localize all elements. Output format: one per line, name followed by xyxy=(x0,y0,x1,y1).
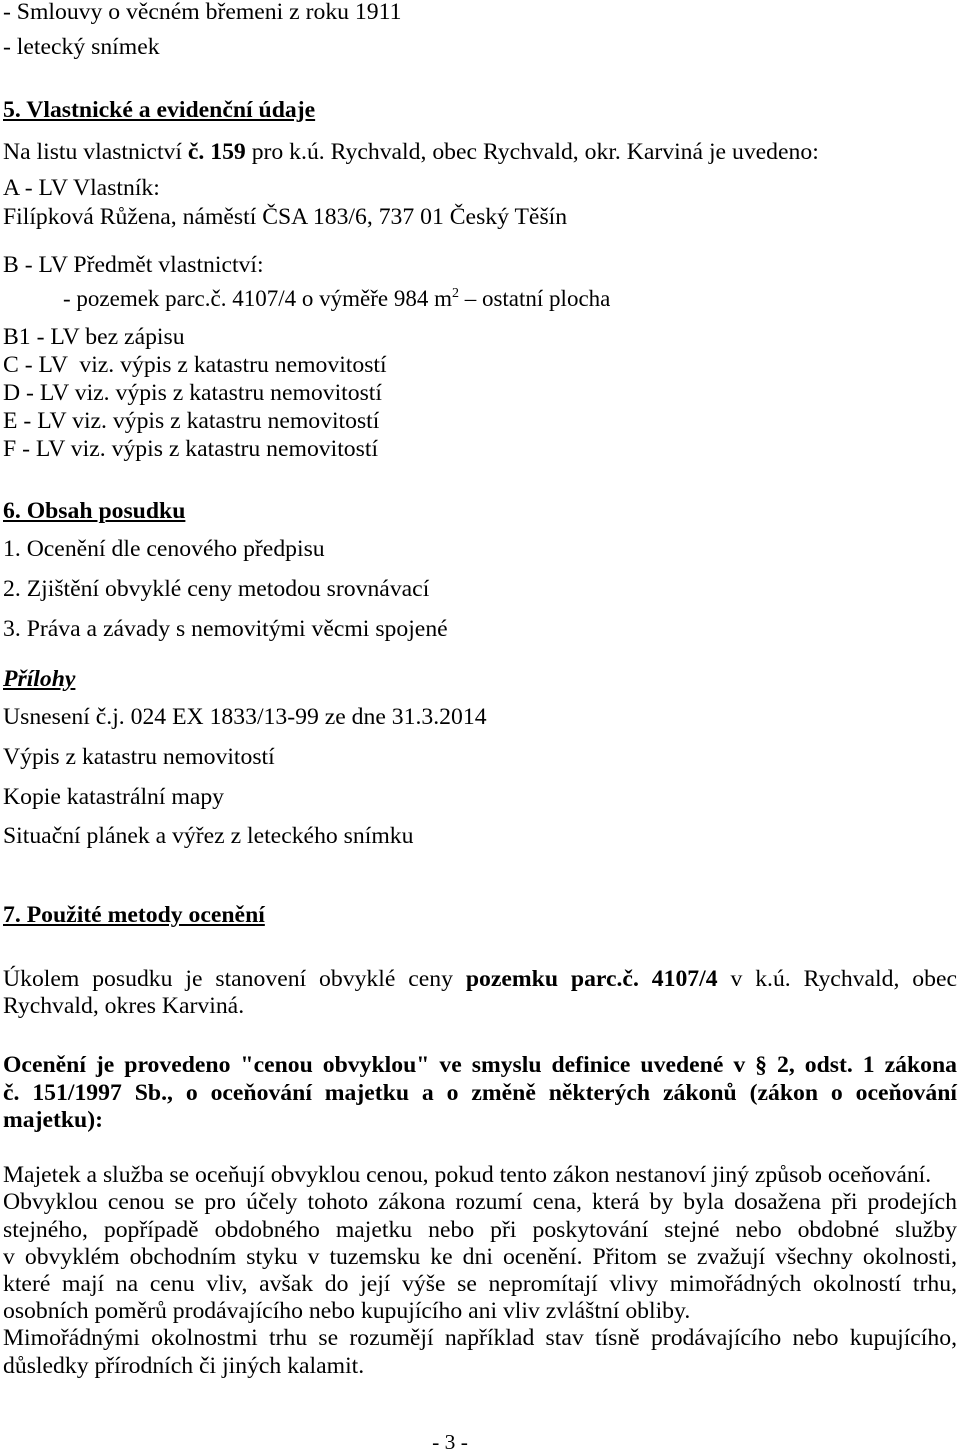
section-heading: 5. Vlastnické a evidenční údaje xyxy=(3,97,316,123)
ownership-intro-line xyxy=(3,138,957,166)
definition-line: které mají na cenu vliv, avšak do její výše se nepromítají vlivy mimořádných okolností trhu, xyxy=(3,1271,957,1297)
section-heading: 7. Použité metody ocenění xyxy=(3,902,265,928)
parcel-text: – ostatní plocha xyxy=(458,286,611,311)
ownership-intro-text: pro k.ú. Rychvald, obec Rychvald, okr. Karviná je uvedeno: xyxy=(245,139,819,165)
attachment-item: Situační plánek a výřez z leteckého snímku xyxy=(3,823,414,849)
owner-name: Filípková Růžena, náměstí ČSA 183/6, 737 01 Český Těšín xyxy=(3,204,568,230)
ownership-intro-text: Na listu vlastnictví xyxy=(3,139,188,165)
task-sentence-line xyxy=(3,965,957,993)
section-heading: 6. Obsah posudku xyxy=(3,498,186,524)
content-item: 1. Ocenění dle cenového předpisu xyxy=(3,536,325,562)
task-text: Úkolem posudku je stanovení obvyklé ceny xyxy=(3,966,466,992)
area-superscript: 2 xyxy=(451,286,459,301)
lv-part-line: D - LV viz. výpis z katastru nemovitostí xyxy=(3,380,382,406)
content-item: 2. Zjištění obvyklé ceny metodou srovnávací xyxy=(3,576,430,602)
attachments-heading: Přílohy xyxy=(3,666,76,692)
definition-line: stejného, popřípadě obdobného majetku nebo při poskytování stejné nebo obdobné služby xyxy=(3,1217,957,1243)
attachment-item: Kopie katastrální mapy xyxy=(3,784,225,810)
parcel-text: - pozemek parc.č. 4107/4 o výměře 984 m xyxy=(63,286,452,311)
definition-line: Majetek a služba se oceňují obvyklou cenou, pokud tento zákon nestanoví jiný způsob oceňování. xyxy=(3,1162,932,1188)
legal-basis-line: majetku): xyxy=(3,1107,103,1133)
part-b-label: B - LV Předmět vlastnictví: xyxy=(3,252,264,278)
lv-number: č. 159 xyxy=(187,139,246,165)
lv-part-line: C - LV viz. výpis z katastru nemovitostí xyxy=(3,352,387,378)
valuation-subject: pozemku parc.č. 4107/4 xyxy=(465,966,718,992)
definition-line: Mimořádnými okolnostmi trhu se rozumějí například stav tísně prodávajícího nebo kupujícího, xyxy=(3,1325,957,1351)
parcel-description xyxy=(63,285,953,313)
legal-basis-line: Ocenění je provedeno "cenou obvyklou" ve smyslu definice uvedené v § 2, odst. 1 zákona xyxy=(3,1052,957,1078)
definition-line: osobních poměrů prodávajícího nebo kupujícího ani vliv zvláštní obliby. xyxy=(3,1298,691,1324)
legal-basis-line: č. 151/1997 Sb., o oceňování majetku a o změně některých zákonů (zákon o oceňování xyxy=(3,1080,957,1106)
attachment-item: Usnesení č.j. 024 EX 1833/13-99 ze dne 31.3.2014 xyxy=(3,704,487,730)
task-text: v k.ú. Rychvald, obec xyxy=(717,966,957,992)
reference-document-item: - Smlouvy o věcném břemeni z roku 1911 xyxy=(3,0,402,25)
page-number: - 3 - xyxy=(432,1430,468,1451)
lv-part-line: E - LV viz. výpis z katastru nemovitostí xyxy=(3,408,380,434)
reference-document-item: - letecký snímek xyxy=(3,34,160,60)
definition-line: v obvyklém obchodním styku v tuzemsku ke dni ocenění. Přitom se zvažují všechny okolnosti, xyxy=(3,1244,957,1270)
lv-part-line: F - LV viz. výpis z katastru nemovitostí xyxy=(3,436,379,462)
definition-line: Obvyklou cenou se pro účely tohoto zákona rozumí cena, která by byla dosažena při prodejích xyxy=(3,1189,957,1215)
content-item: 3. Práva a závady s nemovitými věcmi spojené xyxy=(3,616,448,642)
part-a-label: A - LV Vlastník: xyxy=(3,175,160,201)
lv-part-line: B1 - LV bez zápisu xyxy=(3,324,185,350)
task-sentence-line: Rychvald, okres Karviná. xyxy=(3,993,245,1019)
definition-line: důsledky přírodních či jiných kalamit. xyxy=(3,1353,365,1379)
attachment-item: Výpis z katastru nemovitostí xyxy=(3,744,275,770)
